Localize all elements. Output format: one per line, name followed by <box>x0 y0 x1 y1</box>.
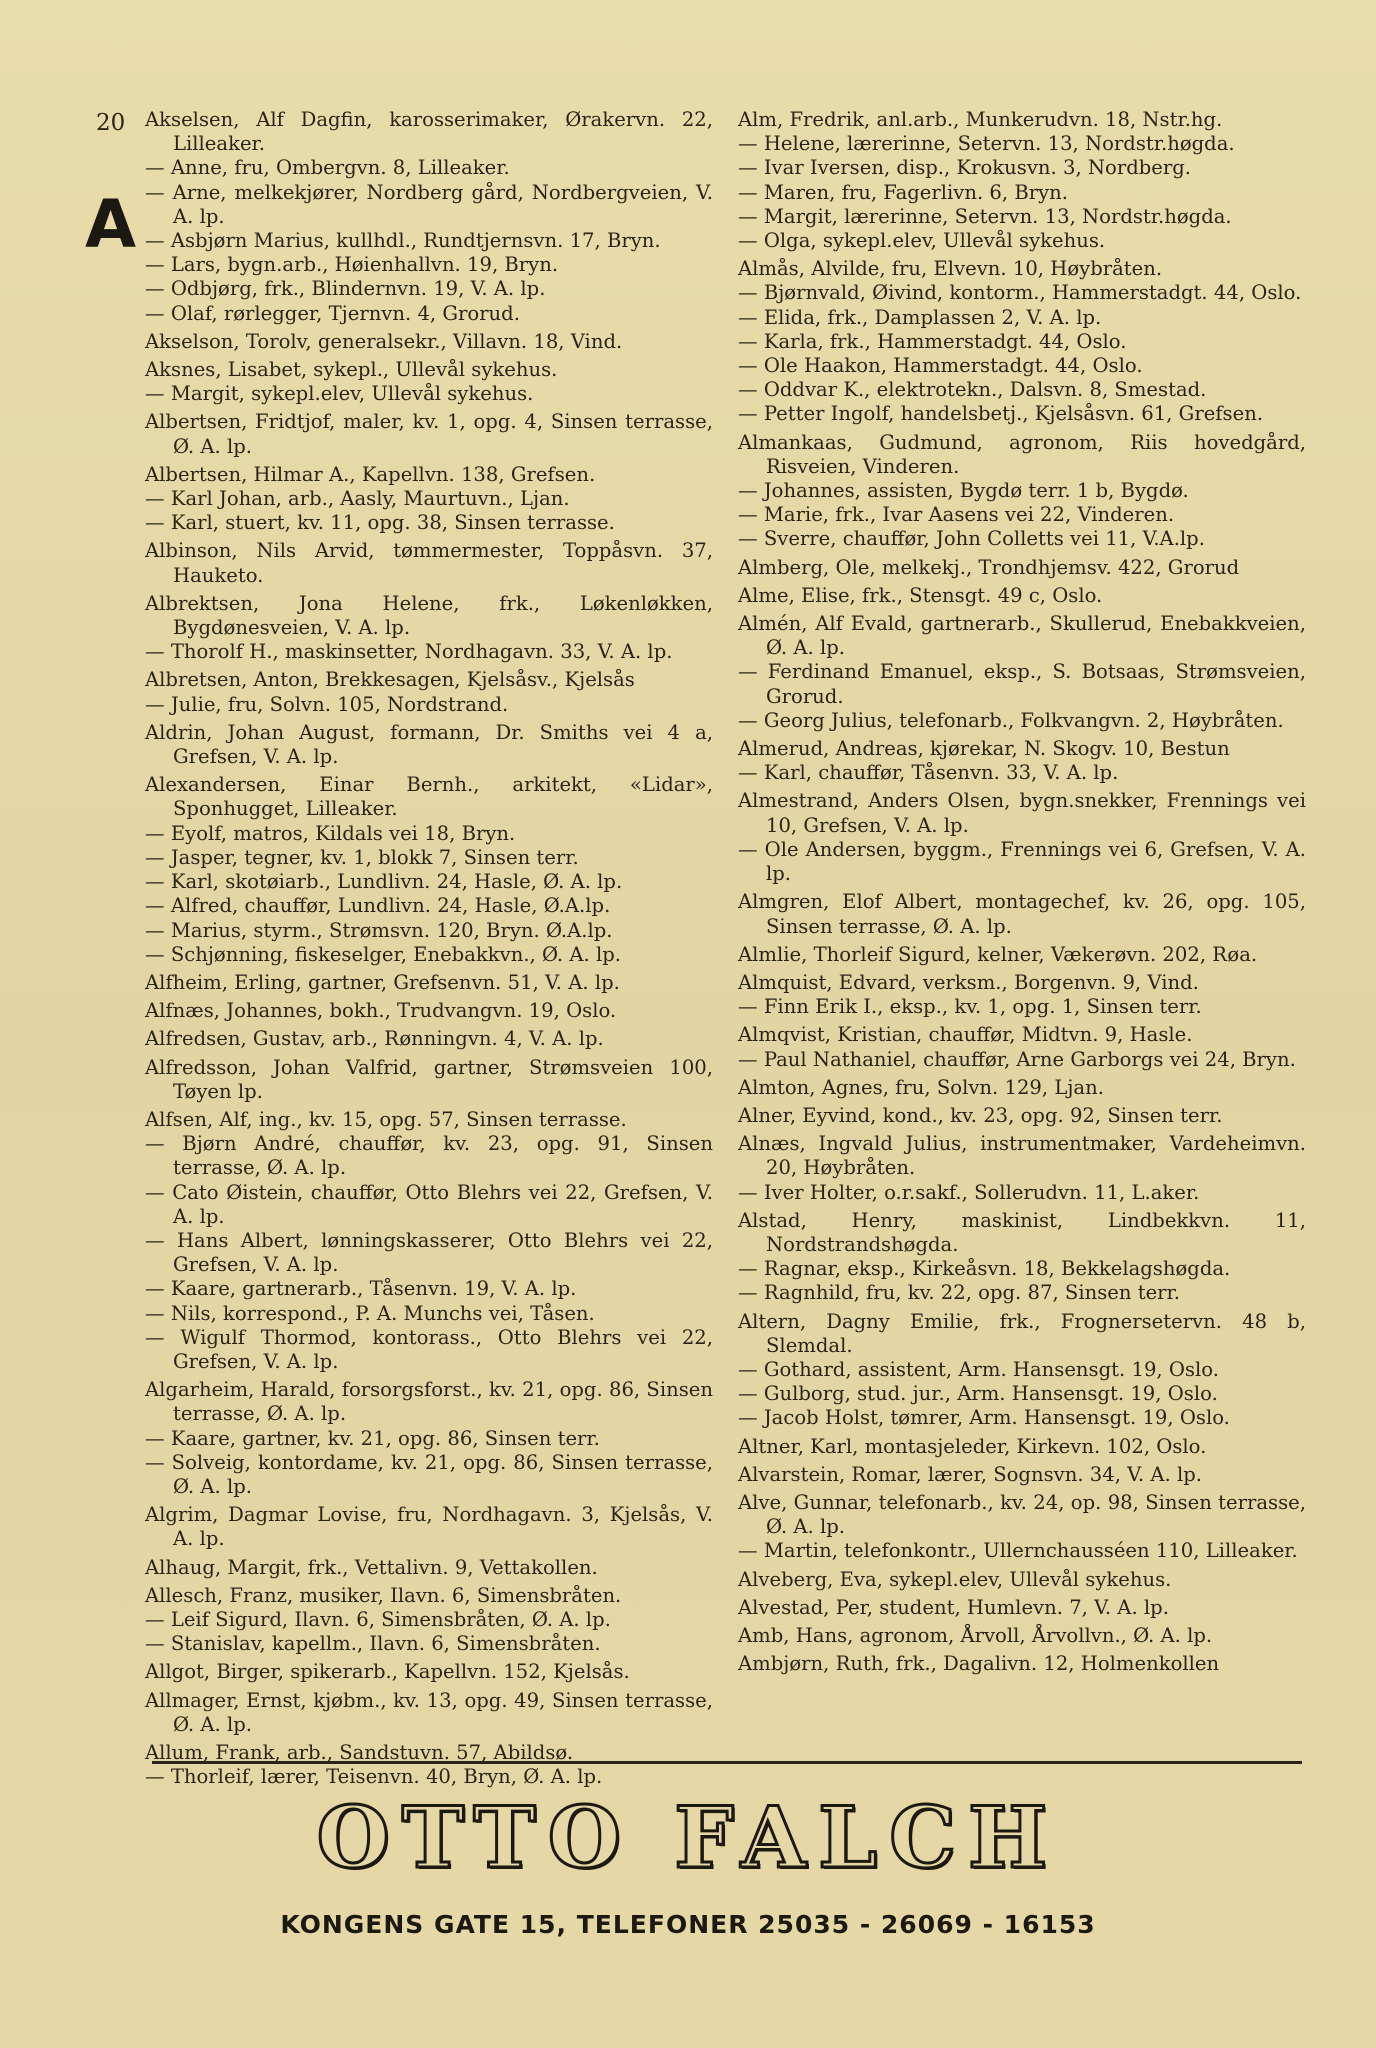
directory-entry: — Maren, fru, Fagerlivn. 6, Bryn. <box>738 180 1069 204</box>
directory-entry: — Margit, lærerinne, Setervn. 13, Nordstr.høgda. <box>738 204 1232 228</box>
directory-entry: — Elida, frk., Damplassen 2, V. A. lp. <box>738 305 1102 329</box>
directory-entry: — Martin, telefonkontr., Ullernchausséen 110, Lilleaker. <box>738 1539 1298 1563</box>
directory-entry: Albrektsen, Jona Helene, frk., Løkenløkken, Bygdønesveien, V. A. lp. <box>145 591 713 640</box>
directory-entry: — Iver Holter, o.r.sakf., Sollerudvn. 11, L.aker. <box>738 1180 1200 1204</box>
directory-entry: — Ole Haakon, Hammerstadgt. 44, Oslo. <box>738 354 1143 378</box>
directory-entry: — Margit, sykepl.elev, Ullevål sykehus. <box>145 382 534 406</box>
directory-entry: Almerud, Andreas, kjørekar, N. Skogv. 10, Bestun <box>738 737 1230 761</box>
directory-entry: — Karl Johan, arb., Aasly, Maurtuvn., Ljan. <box>145 487 570 511</box>
directory-entry: — Gulborg, stud. jur., Arm. Hansensgt. 19, Oslo. <box>738 1382 1218 1406</box>
directory-entry: Alvarstein, Romar, lærer, Sognsvn. 34, V. A. lp. <box>738 1462 1202 1486</box>
directory-entry: Alhaug, Margit, frk., Vettalivn. 9, Vettakollen. <box>145 1555 598 1579</box>
directory-entry: Almås, Alvilde, fru, Elvevn. 10, Høybråten. <box>738 257 1163 281</box>
directory-entry: Alfredsen, Gustav, arb., Rønningvn. 4, V. A. lp. <box>145 1027 604 1051</box>
directory-entry: Alfredsson, Johan Valfrid, gartner, Strømsveien 100, Tøyen lp. <box>145 1055 713 1103</box>
directory-entry: — Anne, fru, Ombergvn. 8, Lilleaker. <box>145 156 510 180</box>
directory-entry: — Finn Erik I., eksp., kv. 1, opg. 1, Sinsen terr. <box>738 995 1202 1019</box>
directory-entry: Algarheim, Harald, forsorgsforst., kv. 21, opg. 86, Sinsen terrasse, Ø. A. lp. <box>145 1378 713 1426</box>
directory-entry: Alve, Gunnar, telefonarb., kv. 24, op. 98, Sinsen terrasse, Ø. A. lp. <box>738 1490 1306 1539</box>
directory-entry: — Georg Julius, telefonarb., Folkvangvn. 2, Høybråten. <box>738 708 1284 732</box>
directory-entry: — Helene, lærerinne, Setervn. 13, Nordstr.høgda. <box>738 132 1235 156</box>
directory-entry: Almlie, Thorleif Sigurd, kelner, Vækerøvn. 202, Røa. <box>738 942 1258 966</box>
directory-entry: — Leif Sigurd, Ilavn. 6, Simensbråten, Ø. A. lp. <box>145 1607 611 1631</box>
directory-entry: Alfsen, Alf, ing., kv. 15, opg. 57, Sinsen terrasse. <box>145 1107 627 1131</box>
directory-entry: Altern, Dagny Emilie, frk., Frognersetervn. 48 b, Slemdal. <box>738 1309 1306 1357</box>
directory-entry: — Paul Nathaniel, chauffør, Arne Garborgs vei 24, Bryn. <box>738 1047 1296 1071</box>
directory-entry: — Olga, sykepl.elev, Ullevål sykehus. <box>738 229 1106 253</box>
directory-entry: — Bjørnvald, Øivind, kontorm., Hammerstadgt. 44, Oslo. <box>738 281 1302 305</box>
directory-entry: — Petter Ingolf, handelsbetj., Kjelsåsvn. 61, Grefsen. <box>738 402 1264 426</box>
directory-entry: Alnæs, Ingvald Julius, instrumentmaker, Vardeheimvn. 20, Høybråten. <box>738 1132 1306 1180</box>
directory-entry: Almgren, Elof Albert, montagechef, kv. 26, opg. 105, Sinsen terrasse, Ø. A. lp. <box>738 890 1306 938</box>
directory-entry: — Kaare, gartnerarb., Tåsenvn. 19, V. A. lp. <box>145 1277 577 1301</box>
directory-entry: Alm, Fredrik, anl.arb., Munkerudvn. 18, Nstr.hg. <box>738 108 1223 131</box>
directory-entry: Aldrin, Johan August, formann, Dr. Smiths vei 4 a, Grefsen, V. A. lp. <box>145 720 713 769</box>
directory-entry: — Kaare, gartner, kv. 21, opg. 86, Sinsen terr. <box>145 1426 600 1450</box>
directory-entry: Almton, Agnes, fru, Solvn. 129, Ljan. <box>738 1075 1104 1099</box>
directory-entry: Almankaas, Gudmund, agronom, Riis hovedgård, Risveien, Vinderen. <box>738 430 1306 478</box>
right-column <box>738 108 1306 1676</box>
directory-entry: — Odbjørg, frk., Blindernvn. 19, V. A. lp. <box>145 277 546 301</box>
directory-entry: — Karl, stuert, kv. 11, opg. 38, Sinsen terrasse. <box>145 511 615 535</box>
directory-entry: Alme, Elise, frk., Stensgt. 49 c, Oslo. <box>738 583 1103 607</box>
directory-entry: — Jasper, tegner, kv. 1, blokk 7, Sinsen terr. <box>145 845 579 869</box>
directory-entry: — Ragnhild, fru, kv. 22, opg. 87, Sinsen terr. <box>738 1281 1180 1305</box>
directory-entry: Albertsen, Hilmar A., Kapellvn. 138, Grefsen. <box>145 462 596 486</box>
directory-entry: Allum, Frank, arb., Sandstuvn. 57, Abildsø. <box>145 1741 574 1764</box>
directory-entry: Alexandersen, Einar Bernh., arkitekt, «Lidar», Sponhugget, Lilleaker. <box>145 773 713 821</box>
directory-entry: — Asbjørn Marius, kullhdl., Rundtjernsvn. 17, Bryn. <box>145 229 661 253</box>
directory-entry: Almquist, Edvard, verksm., Borgenvn. 9, Vind. <box>738 970 1199 994</box>
directory-entry: — Karl, chauffør, Tåsenvn. 33, V. A. lp. <box>738 761 1119 785</box>
section-letter: A <box>85 186 137 263</box>
directory-entry: — Gothard, assistent, Arm. Hansensgt. 19, Oslo. <box>738 1357 1219 1381</box>
page-number: 20 <box>96 110 126 136</box>
directory-entry: Algrim, Dagmar Lovise, fru, Nordhagavn. 3, Kjelsås, V. A. lp. <box>145 1503 713 1551</box>
directory-entry: Altner, Karl, montasjeleder, Kirkevn. 102, Oslo. <box>738 1434 1207 1458</box>
directory-entry: — Oddvar K., elektrotekn., Dalsvn. 8, Smestad. <box>738 378 1207 402</box>
directory-entry: Alvestad, Per, student, Humlevn. 7, V. A. lp. <box>738 1595 1169 1619</box>
directory-entry: — Ragnar, eksp., Kirkeåsvn. 18, Bekkelagshøgda. <box>738 1257 1231 1281</box>
directory-entry: Albretsen, Anton, Brekkesagen, Kjelsåsv., Kjelsås <box>145 668 635 692</box>
directory-entry: — Stanislav, kapellm., Ilavn. 6, Simensbråten. <box>145 1632 601 1656</box>
directory-entry: — Julie, fru, Solvn. 105, Nordstrand. <box>145 692 509 716</box>
directory-entry: Almqvist, Kristian, chauffør, Midtvn. 9, Hasle. <box>738 1023 1193 1047</box>
directory-entry: Almestrand, Anders Olsen, bygn.snekker, Frennings vei 10, Grefsen, V. A. lp. <box>738 789 1306 837</box>
directory-entry: Alner, Eyvind, kond., kv. 23, opg. 92, Sinsen terr. <box>738 1103 1223 1127</box>
directory-entry: — Marie, frk., Ivar Aasens vei 22, Vinderen. <box>738 503 1175 527</box>
directory-entry: Alfnæs, Johannes, bokh., Trudvangvn. 19, Oslo. <box>145 999 617 1023</box>
advertisement-name: OTTO FALCH <box>316 1788 1060 1887</box>
directory-entry: — Lars, bygn.arb., Høienhallvn. 19, Bryn. <box>145 253 559 277</box>
directory-entry: — Sverre, chauffør, John Colletts vei 11, V.A.lp. <box>738 527 1205 551</box>
directory-entry: — Alfred, chauffør, Lundlivn. 24, Hasle, Ø.A.lp. <box>145 894 611 918</box>
directory-entry: — Marius, styrm., Strømsvn. 120, Bryn. Ø.A.lp. <box>145 918 613 942</box>
directory-entry: — Nils, korrespond., P. A. Munchs vei, Tåsen. <box>145 1301 595 1325</box>
directory-entry: — Jacob Holst, tømrer, Arm. Hansensgt. 19, Oslo. <box>738 1406 1230 1430</box>
directory-entry: — Arne, melkekjører, Nordberg gård, Nordbergveien, V. A. lp. <box>145 180 713 228</box>
directory-entry: — Olaf, rørlegger, Tjernvn. 4, Grorud. <box>145 301 520 325</box>
directory-entry: — Karla, frk., Hammerstadgt. 44, Oslo. <box>738 329 1127 353</box>
directory-entry: Albertsen, Fridtjof, maler, kv. 1, opg. 4, Sinsen terrasse, Ø. A. lp. <box>145 410 713 458</box>
directory-entry: — Thorolf H., maskinsetter, Nordhagavn. 33, V. A. lp. <box>145 640 673 664</box>
directory-entry: — Hans Albert, lønningskasserer, Otto Blehrs vei 22, Grefsen, V. A. lp. <box>145 1228 713 1277</box>
directory-entry: Alstad, Henry, maskinist, Lindbekkvn. 11, Nordstrandshøgda. <box>738 1208 1306 1256</box>
directory-entry: — Bjørn André, chauffør, kv. 23, opg. 91, Sinsen terrasse, Ø. A. lp. <box>145 1132 713 1180</box>
directory-entry: Akselson, Torolv, generalsekr., Villavn. 18, Vind. <box>145 329 623 353</box>
directory-entry: — Karl, skotøiarb., Lundlivn. 24, Hasle, Ø. A. lp. <box>145 870 623 894</box>
directory-entry: — Ferdinand Emanuel, eksp., S. Botsaas, Strømsveien, Grorud. <box>738 660 1306 708</box>
directory-entry: — Thorleif, lærer, Teisenvn. 40, Bryn, Ø. A. lp. <box>145 1765 603 1789</box>
advertisement-address: KONGENS GATE 15, TELEFONER 25035 - 26069 - 16153 <box>280 1910 1096 1939</box>
directory-entry: Amb, Hans, agronom, Årvoll, Årvollvn., Ø. A. lp. <box>738 1623 1213 1647</box>
directory-entry: Almberg, Ole, melkekj., Trondhjemsv. 422, Grorud <box>738 555 1240 579</box>
directory-entry: — Cato Øistein, chauffør, Otto Blehrs vei 22, Grefsen, V. A. lp. <box>145 1180 713 1228</box>
directory-entry: — Solveig, kontordame, kv. 21, opg. 86, Sinsen terrasse, Ø. A. lp. <box>145 1450 713 1498</box>
directory-entry: Akselsen, Alf Dagfin, karosserimaker, Ørakervn. 22, Lilleaker. <box>145 108 713 156</box>
left-column <box>145 108 713 1789</box>
directory-entry: Alveberg, Eva, sykepl.elev, Ullevål sykehus. <box>738 1567 1172 1591</box>
directory-entry: — Ivar Iversen, disp., Krokusvn. 3, Nordberg. <box>738 156 1192 180</box>
directory-entry: Albinson, Nils Arvid, tømmermester, Toppåsvn. 37, Hauketo. <box>145 539 713 587</box>
directory-entry: Alfheim, Erling, gartner, Grefsenvn. 51, V. A. lp. <box>145 970 620 994</box>
directory-entry: — Ole Andersen, byggm., Frennings vei 6, Grefsen, V. A. lp. <box>738 837 1306 886</box>
directory-entry: Allmager, Ernst, kjøbm., kv. 13, opg. 49, Sinsen terrasse, Ø. A. lp. <box>145 1688 713 1736</box>
directory-entry: Ambjørn, Ruth, frk., Dagalivn. 12, Holmenkollen <box>738 1652 1220 1676</box>
directory-entry: Allesch, Franz, musiker, Ilavn. 6, Simensbråten. <box>145 1583 622 1607</box>
directory-entry: — Wigulf Thormod, kontorass., Otto Blehrs vei 22, Grefsen, V. A. lp. <box>145 1325 713 1373</box>
divider-rule <box>152 1761 1302 1764</box>
directory-entry: Aksnes, Lisabet, sykepl., Ullevål sykehus. <box>145 358 558 382</box>
directory-entry: — Johannes, assisten, Bygdø terr. 1 b, Bygdø. <box>738 479 1189 503</box>
directory-entry: Allgot, Birger, spikerarb., Kapellvn. 152, Kjelsås. <box>145 1660 630 1684</box>
directory-entry: Almén, Alf Evald, gartnerarb., Skullerud, Enebakkveien, Ø. A. lp. <box>738 612 1306 660</box>
directory-entry: — Eyolf, matros, Kildals vei 18, Bryn. <box>145 821 516 845</box>
directory-entry: — Schjønning, fiskeselger, Enebakkvn., Ø. A. lp. <box>145 942 622 966</box>
